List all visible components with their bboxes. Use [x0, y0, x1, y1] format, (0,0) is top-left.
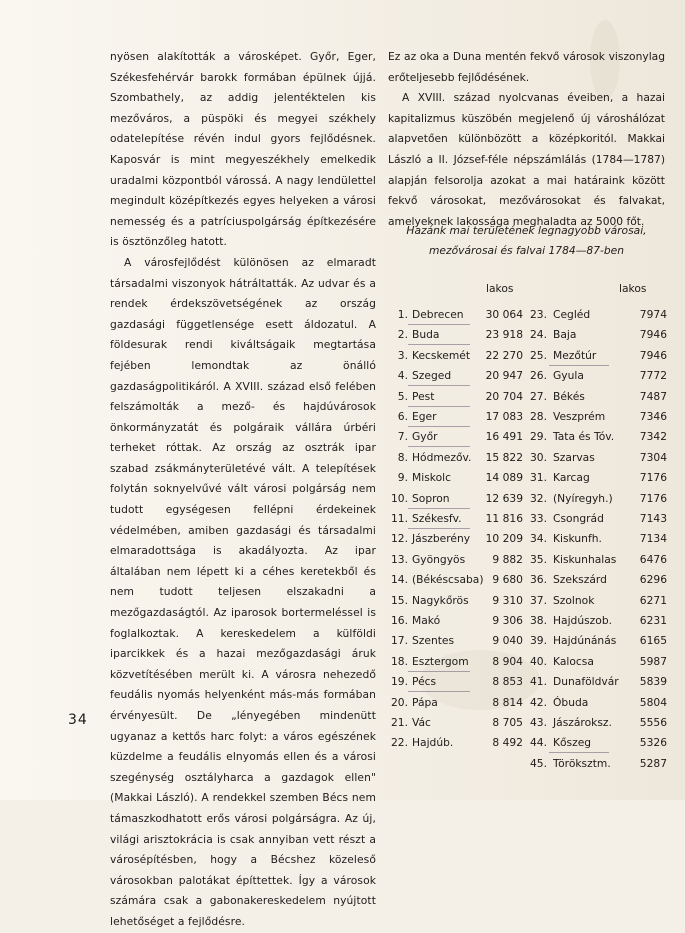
- rank: 15.: [391, 593, 408, 607]
- rank: 41.: [530, 675, 547, 689]
- table-row: [388, 532, 678, 550]
- population-value: 16 491: [485, 430, 523, 444]
- city-name: Mezőtúr: [553, 348, 597, 362]
- table-row: [388, 471, 678, 489]
- population-value: 8 814: [492, 695, 523, 709]
- paragraph: A városfejlődést különösen az elmaradt társadalmi viszonyok hátráltatták. Az udvar és a rendek érdekszövetségének az ország gazdasági függetlensége esett áldozatul. A földesurak rendi kiváltságaik megtartása fejében lemondtak az önálló gazdaságpolitikáról. A XVIII. század első felében felszámolták a mező- és hajdúvárosok önkormányzatát és polgáraik vállára úrbéri terheket róttak. Az ország az osztrák ipar szabad zsákmányterületévé vált. A telepítések folytán soknyelvűvé vált városi polgárság nem tudott egységesen fellépni érdekeinek védelmében, amiben gazdasági és társadalmi elmaradottsága is akadályozta. Az ipar általában nem lépett ki a céhes keretekből és nem tudott teljesen elszakadni a mezőgazdaságtól. Az iparosok bortermeléssel is foglalkoztak. A kereskedelem a külföldi iparcikkek és a hazai mezőgazdasági áruk közvetítésében merült ki. A városra nehezedő feudális nyomás helyenként más-más formában érvényesült. De „lényegében mindenütt ugyanaz a kettős harc folyt: a város egészének küzdelme a feudális elnyomás ellen és a városi szegénység osztályharca a gazdagok ellen" (Makkai László). A rendekkel szemben Bécs nem támaszkodhatott erős városi polgárságra. Az új, világi arisztokrácia is csak annyiban vett részt a városépítésben, hogy a Bécshez közeleső városokban palotákat építtettek. Így a városok számára csak a gabonakereskedelem nyújtott lehetőséget a fejlődésre.: [110, 255, 376, 928]
- rank: 7.: [397, 430, 408, 444]
- population-value: 9 310: [492, 593, 523, 607]
- city-name: Töröksztm.: [553, 756, 611, 770]
- column-header-right: lakos: [619, 282, 647, 295]
- paragraph: Ez az oka a Duna mentén fekvő városok viszonylag erőteljesebb fejlődésének.: [388, 50, 665, 84]
- population-value: 11 816: [485, 512, 523, 525]
- population-value: 30 064: [485, 308, 523, 321]
- city-name: Jászároksz.: [553, 716, 612, 729]
- population-value: 23 918: [485, 328, 523, 342]
- population-value: 7346: [639, 410, 667, 423]
- population-value: 6296: [639, 573, 667, 587]
- population-value: 7772: [639, 369, 667, 383]
- table-row: [388, 675, 678, 693]
- city-name: Kiskunfh.: [553, 532, 602, 546]
- rank: 10.: [391, 491, 408, 505]
- population-value: 7176: [639, 471, 667, 485]
- rank: 40.: [530, 654, 547, 668]
- city-name: Sopron: [412, 491, 450, 505]
- table-row: [388, 430, 678, 448]
- table-caption: [388, 221, 665, 261]
- city-name: Kecskemét: [412, 348, 471, 362]
- population-value: 12 639: [485, 491, 523, 505]
- population-value: 15 822: [485, 450, 523, 464]
- city-name: Vác: [412, 716, 431, 729]
- rank: 33.: [530, 512, 547, 525]
- city-name: Tata és Tóv.: [553, 430, 615, 444]
- population-value: 8 904: [492, 654, 523, 668]
- city-name: Hajdúb.: [412, 736, 454, 750]
- table-row: [388, 634, 678, 652]
- population-value: 20 704: [485, 389, 523, 403]
- city-name: Gyula: [553, 369, 584, 383]
- city-name: Szolnok: [553, 593, 595, 607]
- rank: 23.: [530, 308, 547, 321]
- population-value: 8 853: [492, 675, 523, 689]
- city-name: (Békéscsaba): [412, 573, 484, 587]
- rank: 22.: [391, 736, 408, 750]
- population-value: 20 947: [485, 369, 523, 383]
- city-name: Hajdúnánás: [553, 634, 617, 648]
- table-caption-line: mezővárosai és falvai 1784—87-ben: [429, 244, 624, 257]
- rank: 11.: [391, 512, 408, 525]
- rank: 31.: [530, 471, 547, 485]
- population-value: 7974: [639, 308, 667, 321]
- rank: 30.: [530, 450, 547, 464]
- table-caption-line: Hazánk mai területének legnagyobb városai,: [406, 224, 647, 237]
- table-row: [388, 369, 678, 387]
- rank: 27.: [530, 389, 547, 403]
- rank: 14.: [391, 573, 408, 587]
- population-value: 5987: [639, 654, 667, 668]
- rank: 34.: [530, 532, 547, 546]
- rank: 32.: [530, 491, 547, 505]
- rank: 2.: [397, 328, 408, 342]
- population-value: 5804: [639, 695, 667, 709]
- population-value: 9 882: [492, 552, 523, 566]
- table-row: [388, 736, 678, 754]
- population-value: 10 209: [485, 532, 523, 546]
- city-name: Jászberény: [412, 532, 471, 546]
- rank: 19.: [391, 675, 408, 689]
- city-name: Óbuda: [553, 695, 589, 709]
- rank: 21.: [391, 716, 408, 729]
- city-name: Veszprém: [553, 410, 606, 423]
- population-value: 7946: [639, 328, 667, 342]
- city-name: Gyöngyös: [412, 552, 466, 566]
- population-value: 17 083: [485, 410, 523, 423]
- city-name: Dunaföldvár: [553, 675, 619, 689]
- rank: 25.: [530, 348, 547, 362]
- rank: 43.: [530, 716, 547, 729]
- city-name: Miskolc: [412, 471, 451, 485]
- population-value: 22 270: [485, 348, 523, 362]
- rank: 1.: [397, 308, 408, 321]
- rank: 13.: [391, 552, 408, 566]
- rank: 6.: [397, 410, 408, 423]
- population-value: 14 089: [485, 471, 523, 485]
- rank: 39.: [530, 634, 547, 648]
- rank: 36.: [530, 573, 547, 587]
- city-name: Győr: [412, 430, 438, 444]
- city-name: Makó: [412, 614, 441, 627]
- population-value: 7304: [639, 450, 667, 464]
- rank: 5.: [397, 389, 408, 403]
- city-name: Nagykőrös: [412, 593, 469, 607]
- population-value: 7487: [639, 389, 667, 403]
- city-name: Baja: [553, 328, 577, 342]
- city-name: Szarvas: [553, 450, 595, 464]
- city-name: Kiskunhalas: [553, 552, 617, 566]
- city-name: Buda: [412, 328, 440, 342]
- table-row: [388, 328, 678, 346]
- city-name: Eger: [412, 410, 437, 423]
- rank: 16.: [391, 614, 408, 627]
- population-value: 8 705: [492, 716, 523, 729]
- rank: 17.: [391, 634, 408, 648]
- population-value: 7342: [639, 430, 667, 444]
- city-name: Debrecen: [412, 308, 464, 321]
- table-row: [388, 614, 678, 632]
- table-row: [388, 492, 678, 510]
- table-row: [388, 573, 678, 591]
- rank: 45.: [530, 756, 547, 770]
- city-name: Csongrád: [553, 512, 604, 525]
- city-name: (Nyíregyh.): [553, 491, 613, 505]
- paragraph: nyösen alakították a városképet. Győr, Eger, Székesfehérvár barokk formában épülnek újjá. Szombathely, az addig jelentéktelen kis mezőváros, a püspöki és megyei székhely odatelepítése révén indul gyors fejlődésnek. Kaposvár is mint megyeszékhely emelkedik uradalmi központból várossá. A nagy lendülettel megindult középítkezés egyes helyeken a városi nemesség és a patríciuspolgárság építkezésére is ösztönzőleg hatott.: [110, 50, 376, 249]
- rank: 29.: [530, 430, 547, 444]
- city-name: Hódmezőv.: [412, 450, 472, 464]
- table-row: [388, 390, 678, 408]
- population-value: 9 680: [492, 573, 523, 587]
- table-row: [388, 512, 678, 530]
- city-name: Békés: [553, 389, 585, 403]
- city-name: Pécs: [412, 675, 437, 689]
- city-name: Szentes: [412, 634, 455, 648]
- rank: 35.: [530, 552, 547, 566]
- population-value: 7143: [639, 512, 667, 525]
- population-value: 7176: [639, 491, 667, 505]
- table-row: [388, 655, 678, 673]
- city-name: Cegléd: [553, 308, 591, 321]
- rank: 38.: [530, 614, 547, 627]
- table-row: [388, 716, 678, 734]
- rank: 3.: [397, 348, 408, 362]
- city-name: Kőszeg: [553, 736, 592, 750]
- page-number: 34: [68, 712, 88, 728]
- table-row: [388, 349, 678, 367]
- rank: 26.: [530, 369, 547, 383]
- population-value: 6165: [639, 634, 667, 648]
- population-value: 5326: [639, 736, 667, 750]
- rank: 18.: [391, 654, 408, 668]
- table-row: [388, 308, 678, 326]
- rank: 42.: [530, 695, 547, 709]
- paragraph: A XVIII. század nyolcvanas éveiben, a hazai kapitalizmus küszöbén megjelenő új városhálózat alapvetően különbözött a középkoritól. Makkai László a II. József-féle népszámlálás (1784—1787) alapján felsorolja azokat a mai határaink között fekvő városokat, mezővárosokat és falvakat, amelyeknek lakossága meghaladta az 5000 főt.: [388, 91, 665, 228]
- column-header-left: lakos: [486, 282, 514, 295]
- population-value: 9 306: [492, 614, 523, 627]
- population-value: 5839: [639, 675, 667, 689]
- underline-mark: [549, 365, 609, 366]
- city-name: Szekszárd: [553, 573, 607, 587]
- city-name: Pápa: [412, 695, 438, 709]
- rank: 20.: [391, 695, 408, 709]
- city-name: Karcag: [553, 471, 590, 485]
- city-name: Szeged: [412, 369, 452, 383]
- city-name: Hajdúszob.: [553, 614, 613, 627]
- rank: 28.: [530, 410, 547, 423]
- population-value: 7134: [639, 532, 667, 546]
- population-value: 6231: [639, 614, 667, 627]
- city-name: Kalocsa: [553, 654, 594, 668]
- population-value: 7946: [639, 348, 667, 362]
- population-value: 5287: [639, 756, 667, 770]
- rank: 24.: [530, 328, 547, 342]
- table-row: [388, 696, 678, 714]
- city-name: Esztergom: [412, 654, 469, 668]
- table-row: [388, 594, 678, 612]
- population-value: 5556: [639, 716, 667, 729]
- rank: 9.: [397, 471, 408, 485]
- rank: 4.: [397, 369, 408, 383]
- rank: 12.: [391, 532, 408, 546]
- rank: 37.: [530, 593, 547, 607]
- city-name: Székesfv.: [412, 512, 462, 525]
- right-text-column: [388, 47, 665, 232]
- rank: 44.: [530, 736, 547, 750]
- population-value: 6476: [639, 552, 667, 566]
- rank: 8.: [397, 450, 408, 464]
- table-row: [388, 553, 678, 571]
- population-value: 9 040: [492, 634, 523, 648]
- table-row: [388, 757, 678, 775]
- table-row: [388, 410, 678, 428]
- underline-mark: [549, 752, 609, 753]
- population-value: 8 492: [492, 736, 523, 750]
- city-name: Pest: [412, 389, 435, 403]
- table-row: [388, 451, 678, 469]
- population-value: 6271: [639, 593, 667, 607]
